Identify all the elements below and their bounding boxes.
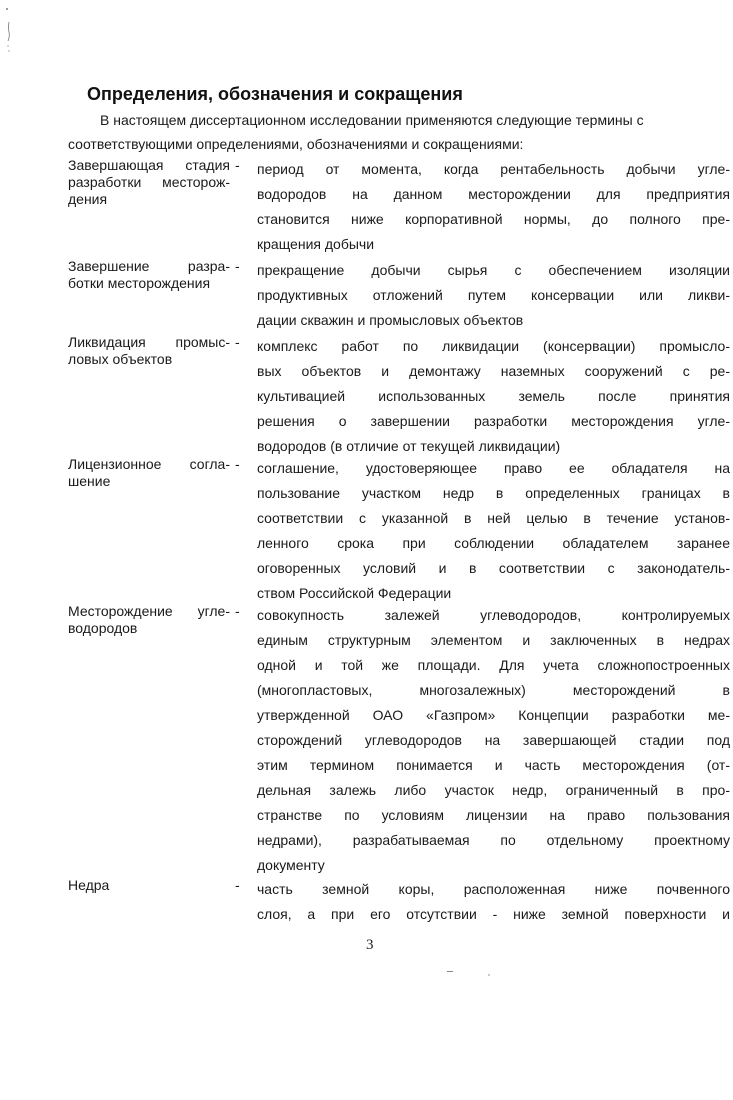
definition-line: соответствии с указанной в ней целью в течение установ-	[257, 510, 730, 526]
definition-line: вых объектов и демонтажу наземных сооружений с ре-	[257, 363, 730, 379]
term-line: Недра	[68, 877, 110, 893]
term	[68, 157, 230, 208]
definition-line: ством Российской Федерации	[257, 585, 452, 601]
definition-line: дельная залежь либо участок недр, ограниченный в про-	[257, 782, 730, 798]
term-line: шение	[68, 473, 111, 489]
scan-mark-icon	[3, 6, 13, 54]
separator-dash: -	[235, 334, 240, 350]
term	[68, 258, 230, 292]
definition-text	[257, 877, 730, 927]
definition-text	[257, 334, 730, 459]
separator-dash: -	[235, 877, 240, 893]
term-line: разработки месторож-	[68, 174, 230, 190]
definition-text	[257, 456, 730, 606]
definition-line: странстве по условиям лицензии на право пользования	[257, 807, 730, 823]
definition-text	[257, 157, 730, 257]
definition-line: утвержденной ОАО «Газпром» Концепции разработки ме-	[257, 707, 730, 723]
definition-line: прекращение добычи сырья с обеспечением изоляции	[257, 262, 730, 278]
definition-line: единым структурным элементом и заключенных в недрах	[257, 632, 730, 648]
intro-paragraph	[68, 108, 697, 156]
definition-line: совокупность залежей углеводородов, контролируемых	[257, 607, 730, 623]
definition-line: сторождений углеводородов на завершающей стадии под	[257, 732, 730, 748]
term-line: ботки месторождения	[68, 275, 211, 291]
term-line: Завершающая стадия	[68, 157, 230, 173]
term	[68, 877, 230, 894]
definition-line: кращения добычи	[257, 236, 375, 252]
separator-dash: -	[235, 258, 240, 274]
definition-line: соглашение, удостоверяющее право ее обладателя на	[257, 460, 730, 476]
definition-line: недрами), разрабатываемая по отдельному проектному	[257, 832, 730, 848]
page-number: 3	[366, 937, 374, 953]
term-line: Завершение разра-	[68, 258, 230, 274]
separator-dash: -	[235, 157, 240, 173]
definition-line: слоя, а при его отсутствии - ниже земной поверхности и	[257, 906, 730, 922]
scan-speck-icon	[445, 968, 505, 978]
separator-dash: -	[235, 603, 240, 619]
definition-text	[257, 603, 730, 878]
definition-line: этим термином понимается и часть месторождения (от-	[257, 757, 730, 773]
term-line: Месторождение угле-	[68, 603, 230, 619]
definition-line: становится ниже корпоративной нормы, до полного пре-	[257, 211, 730, 227]
definition-line: (многопластовых, многозалежных) месторождений в	[257, 682, 730, 698]
term	[68, 603, 230, 637]
definition-line: документу	[257, 857, 325, 873]
term-line: Ликвидация промыс-	[68, 334, 230, 350]
definition-line: оговоренных условий и в соответствии с законодатель-	[257, 560, 730, 576]
definition-line: водородов на данном месторождении для предприятия	[257, 186, 730, 202]
definition-line: одной и той же площади. Для учета сложнопостроенных	[257, 657, 730, 673]
definition-line: продуктивных отложений путем консервации или ликви-	[257, 287, 730, 303]
definition-line: период от момента, когда рентабельность добычи угле-	[257, 161, 730, 177]
term	[68, 334, 230, 368]
definition-line: дации скважин и промысловых объектов	[257, 312, 524, 328]
intro-line: В настоящем диссертационном исследовании применяются следующие термины с	[100, 112, 644, 128]
intro-line: соответствующими определениями, обозначениями и сокращениями:	[68, 136, 524, 152]
term	[68, 456, 230, 490]
definition-line: культивацией использованных земель после принятия	[257, 388, 730, 404]
definition-line: решения о завершении разработки месторождения угле-	[257, 413, 730, 429]
page-title: Определения, обозначения и сокращения	[87, 84, 463, 104]
term-line: дения	[68, 191, 108, 207]
term-line: ловых объектов	[68, 351, 173, 367]
definition-line: комплекс работ по ликвидации (консервации) промысло-	[257, 338, 730, 354]
definition-line: ленного срока при соблюдении обладателем заранее	[257, 535, 730, 551]
term-line: водородов	[68, 620, 138, 636]
definition-line: часть земной коры, расположенная ниже почвенного	[257, 881, 730, 897]
definition-text	[257, 258, 730, 333]
definition-line: водородов (в отличие от текущей ликвидации)	[257, 438, 561, 454]
term-line: Лицензионное согла-	[68, 456, 230, 472]
separator-dash: -	[235, 456, 240, 472]
definition-line: пользование участком недр в определенных границах в	[257, 485, 730, 501]
